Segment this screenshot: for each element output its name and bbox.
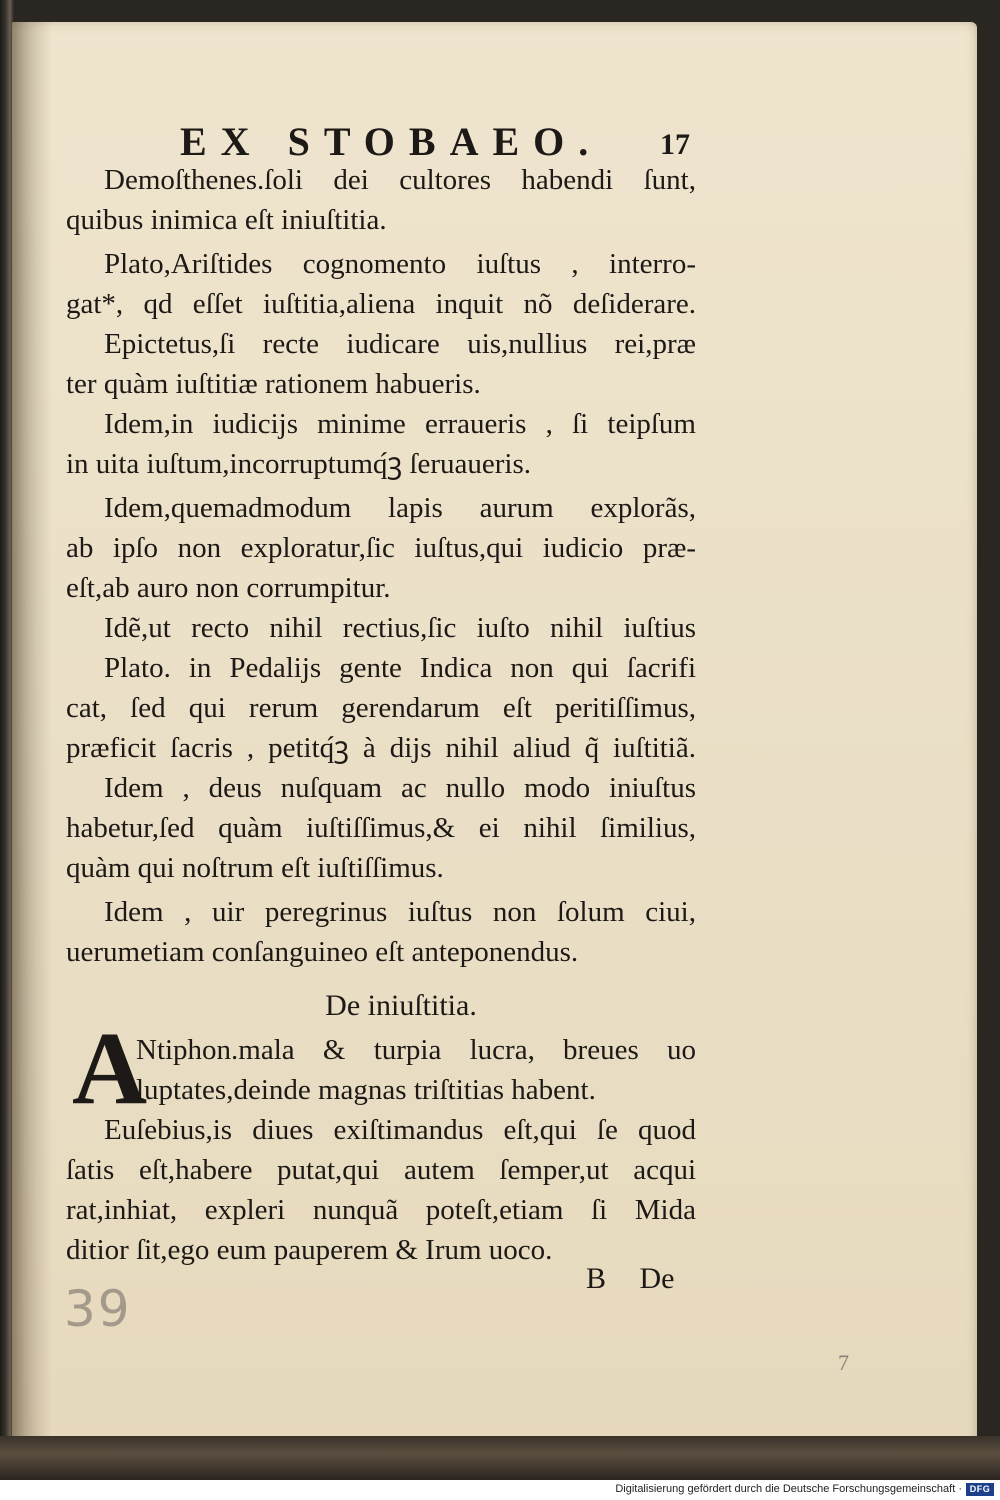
text-line: luptates,deinde magnas triſtitias habent.	[136, 1074, 596, 1106]
text-line: Demoſthenes.ſoli dei cultores habendi ſunt,	[104, 164, 696, 196]
text-line: eſt,ab auro non corrumpitur.	[66, 572, 391, 604]
text-line: Idẽ,ut recto nihil rectius,ſic iuſto nihil iuſtius	[104, 612, 696, 644]
drop-capital: A	[72, 1011, 148, 1126]
margin-mark: 7	[838, 1350, 849, 1375]
spine-shadow	[12, 22, 52, 1454]
text-line: quàm qui noſtrum eſt iuſtiſſimus.	[66, 852, 444, 884]
text-line: gat*, qd eſſet iuſtitia,aliena inquit nõ deſiderare.	[66, 288, 696, 320]
text-line: in uita iuſtum,incorruptumq́ꝫ ſeruaueris.	[66, 448, 532, 480]
running-head: EX STOBAEO.	[180, 119, 603, 164]
pencil-annotation: 39	[64, 1280, 132, 1338]
text-line: ditior ſit,ego eum pauperem & Irum uoco.	[66, 1234, 553, 1266]
page-text	[66, 160, 696, 1270]
text-line: uerumetiam conſanguineo eſt anteponendus.	[66, 936, 579, 968]
text-line: Idem , uir peregrinus iuſtus non ſolum ciui,	[104, 896, 696, 928]
text-line: ab ipſo non exploratur,ſic iuſtus,qui iudicio præ-	[66, 532, 696, 564]
signature-and-catchword	[586, 1262, 675, 1296]
text-line: Idem,quemadmodum lapis aurum explorãs,	[104, 492, 696, 524]
text-line: Idem , deus nuſquam ac nullo modo iniuſtus	[104, 772, 696, 804]
text-line: quibus inimica eſt iniuſtitia.	[66, 204, 387, 236]
text-line: Plato. in Pedalijs gente Indica non qui ſacrifi	[104, 652, 696, 684]
footer-credit: Digitalisierung gefördert durch die Deutsche Forschungsgemeinschaft ·	[615, 1483, 962, 1495]
text-line: Euſebius,is diues exiſtimandus eſt,qui ſe quod	[104, 1114, 696, 1146]
text-line: præficit ſacris , petitq́ꝫ à dijs nihil aliud q̃ iuſtitiã.	[66, 732, 696, 764]
text-line: ter quàm iuſtitiæ rationem habueris.	[66, 368, 481, 400]
section-heading: De iniuſtitia.	[325, 989, 477, 1022]
digitization-footer	[0, 1480, 1000, 1500]
text-line: rat,inhiat, expleri nunquã poteſt,etiam ſi Mida	[66, 1194, 696, 1226]
page-number: 17	[660, 128, 690, 161]
signature-mark: B	[586, 1262, 607, 1295]
text-line: habetur,ſed quàm iuſtiſſimus,& ei nihil ſimilius,	[66, 812, 696, 844]
text-line: ſatis eſt,habere putat,qui autem ſemper,ut acqui	[66, 1154, 696, 1186]
catchword: De	[639, 1262, 675, 1295]
text-line: Ntiphon.mala & turpia lucra, breues uo	[136, 1034, 696, 1066]
book-bottom-edge	[0, 1436, 1000, 1480]
text-line: Epictetus,ſi recte iudicare uis,nullius rei,præ	[104, 328, 696, 360]
text-line: cat, ſed qui rerum gerendarum eſt peritiſſimus,	[66, 692, 696, 724]
text-line: Idem,in iudicijs minime erraueris , ſi teipſum	[104, 408, 696, 440]
text-line: Plato,Ariſtides cognomento iuſtus , interro-	[104, 248, 696, 280]
dfg-logo: DFG	[966, 1483, 994, 1496]
section-opening	[66, 1011, 696, 1126]
